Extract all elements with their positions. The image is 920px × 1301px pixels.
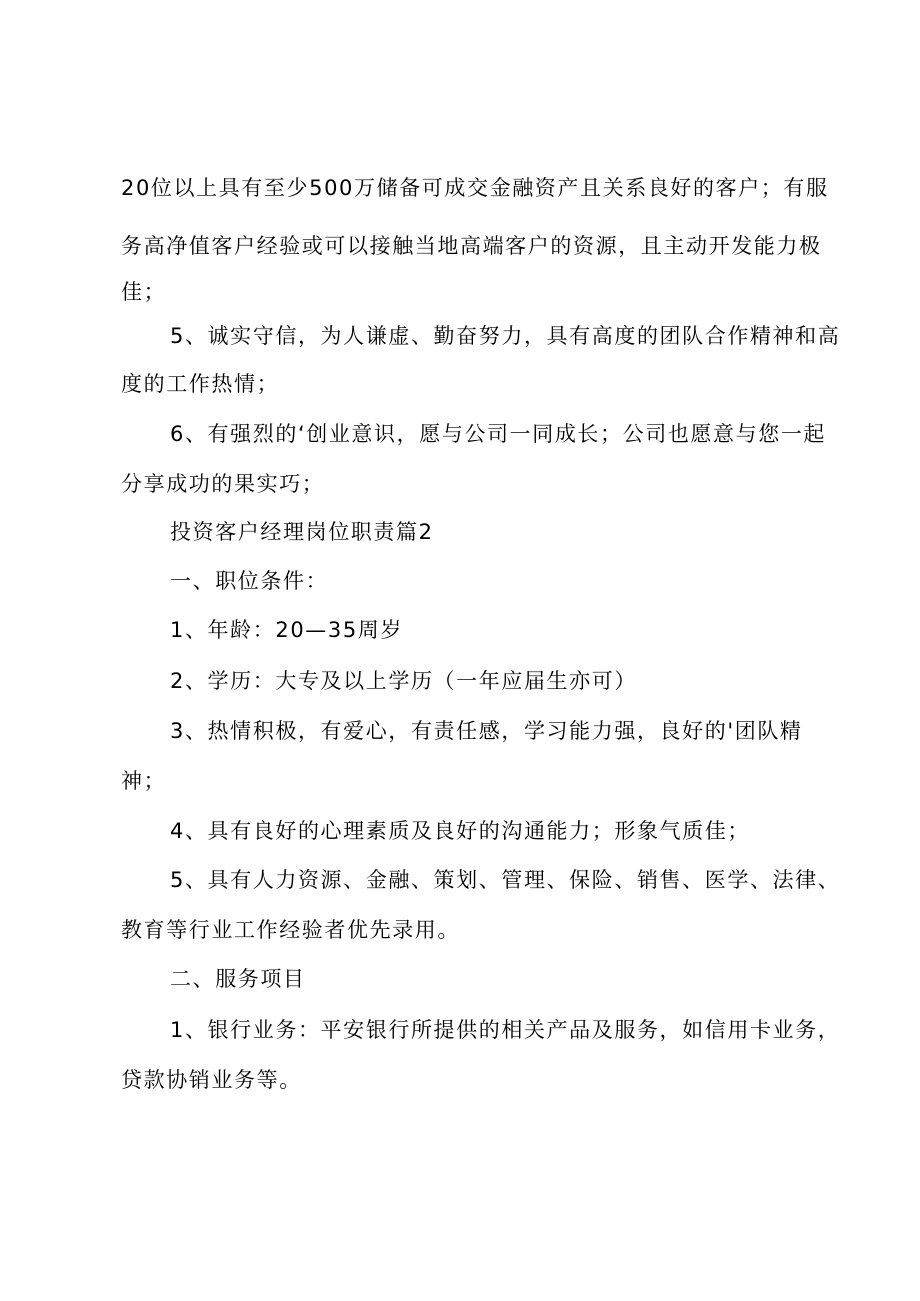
text-line: 贷款协销业务等。 — [121, 1068, 302, 1092]
text-line: 2、学历：大专及以上学历（一年应届生亦可） — [170, 669, 637, 693]
text-line: 4、具有良好的心理素质及良好的沟通能力；形象气质佳； — [170, 819, 750, 843]
text-line: 5、具有人力资源、金融、策划、管理、保险、销售、医学、法律、 — [170, 868, 841, 892]
text-line: 分享成功的果实巧； — [121, 472, 325, 496]
text-line: 5、诚实守信，为人谦虚、勤奋努力，具有高度的团队合作精神和高 — [170, 324, 841, 348]
text-line: 一、职位条件： — [170, 569, 329, 593]
section-heading: 投资客户经理岗位职责篇2 — [170, 520, 434, 544]
text-line: 务高净值客户经验或可以接触当地高端客户的资源，且主动开发能力极 — [121, 234, 822, 258]
text-line: 20位以上具有至少500万储备可成交金融资产且关系良好的客户；有服 — [121, 176, 829, 200]
text-line: 佳； — [121, 280, 167, 304]
text-line: 教育等行业工作经验者优先录用。 — [121, 918, 460, 942]
text-line: 1、年龄：20—35周岁 — [170, 618, 404, 642]
text-line: 6、有强烈的‘创业意识，愿与公司一同成长；公司也愿意与您一起 — [170, 422, 827, 446]
text-line: 二、服务项目 — [170, 967, 306, 991]
text-line: 神； — [121, 769, 167, 793]
text-line: 1、银行业务：平安银行所提供的相关产品及服务，如信用卡业务， — [170, 1018, 841, 1042]
text-line: 度的工作热情； — [121, 372, 280, 396]
text-line: 3、热情积极，有爱心，有责任感，学习能力强，良好的'团队精 — [170, 719, 803, 743]
